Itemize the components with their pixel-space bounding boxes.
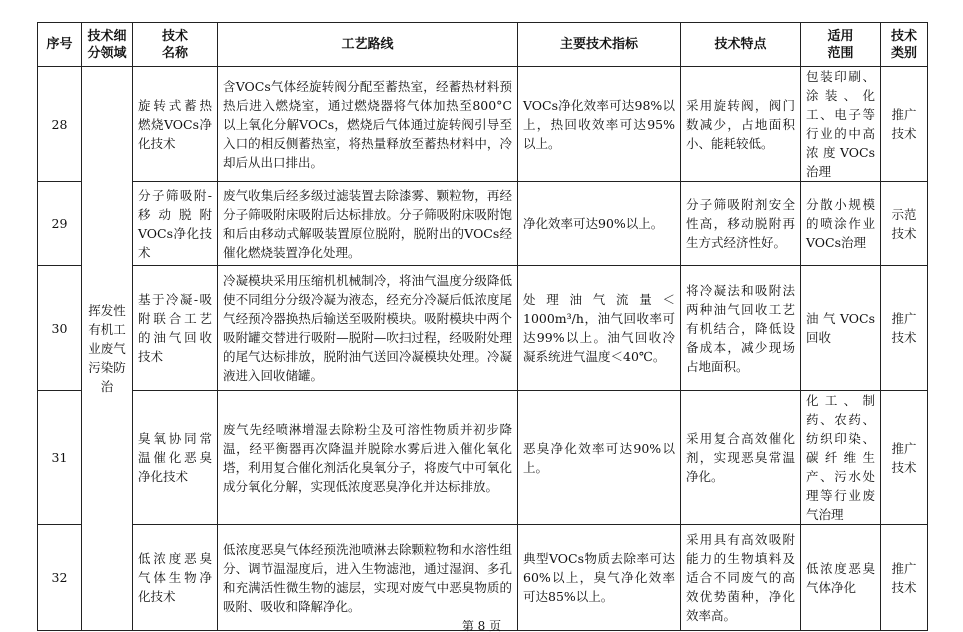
table-row	[38, 182, 928, 266]
technology-table	[37, 22, 928, 631]
row-scope: 包装印刷、涂装、化工、电子等行业的中高浓度VOCs治理	[801, 67, 881, 182]
row-process: 低浓度恶臭气体经预洗池喷淋去除颗粒物和水溶性组分、调节温湿度后，进入生物滤池，通过湿润、多孔和充满活性微生物的滤层，实现对废气中恶臭物质的吸附、吸收和降解净化。	[218, 525, 518, 631]
row-category: 推广技术	[881, 391, 928, 525]
row-name: 臭氧协同常温催化恶臭净化技术	[133, 391, 218, 525]
row-scope: 化工、制药、农药、纺织印染、碳纤维生产、污水处理等行业废气治理	[801, 391, 881, 525]
row-indicators: 恶臭净化效率可达90%以上。	[518, 391, 681, 525]
row-indicators: 典型VOCs物质去除率可达60%以上，臭气净化效率可达85%以上。	[518, 525, 681, 631]
table-row	[38, 67, 928, 182]
row-no: 28	[38, 67, 82, 182]
page-number: 第 8 页	[461, 620, 502, 632]
row-process: 冷凝模块采用压缩机机械制冷，将油气温度分级降低使不同组分分级冷凝为液态，经充分冷凝后低浓度尾气经预冷器换热后输送至吸附模块。吸附模块中两个吸附罐交替进行吸附—脱附—吹扫过程，经吸附处理的尾气达标排放，脱附油气送回冷凝模块处理。冷凝液进入回收储罐。	[218, 266, 518, 391]
table-row	[38, 391, 928, 525]
header-scope-line2: 范围	[827, 45, 854, 61]
header-indicators: 主要技术指标	[518, 23, 681, 67]
header-sub-area-line1: 技术细	[87, 28, 127, 44]
row-process: 含VOCs气体经旋转阀分配至蓄热室，经蓄热材料预热后进入燃烧室，通过燃烧器将气体加热至800°C以上氧化分解VOCs，燃烧后气体通过旋转阀引导至入口的相反侧蓄热室，将热量释放至蓄热材料中，冷却后从出口排出。	[218, 67, 518, 182]
table-row	[38, 525, 928, 631]
row-features: 分子筛吸附剂安全性高，移动脱附再生方式经济性好。	[681, 182, 801, 266]
row-name: 旋转式蓄热燃烧VOCs净化技术	[133, 67, 218, 182]
row-category: 推广技术	[881, 67, 928, 182]
row-scope: 油气VOCs回收	[801, 266, 881, 391]
row-no: 31	[38, 391, 82, 525]
table-row	[38, 266, 928, 391]
row-features: 将冷凝法和吸附法两种油气回收工艺有机结合，降低设备成本，减少现场占地面积。	[681, 266, 801, 391]
header-scope-line1: 适用	[827, 28, 854, 44]
row-name: 分子筛吸附-移动脱附VOCs净化技术	[133, 182, 218, 266]
header-category-line2: 类别	[890, 45, 917, 61]
header-scope	[801, 23, 881, 67]
row-process: 废气先经喷淋增湿去除粉尘及可溶性物质并初步降温，经平衡器再次降温并脱除水雾后进入催化氧化塔，利用复合催化剂活化臭氧分子，将废气中可氧化成分氧化分解，实现低浓度恶臭净化并达标排放。	[218, 391, 518, 525]
row-name: 低浓度恶臭气体生物净化技术	[133, 525, 218, 631]
header-row	[38, 23, 928, 67]
row-indicators: 处理油气流量＜1000m³/h，油气回收率可达99%以上。油气回收冷凝系统进气温度＜40℃。	[518, 266, 681, 391]
row-category: 推广技术	[881, 266, 928, 391]
header-name-line2: 名称	[161, 45, 188, 61]
header-category-line1: 技术	[890, 28, 917, 44]
row-features: 采用具有高效吸附能力的生物填料及适合不同废气的高效优势菌种，净化效率高。	[681, 525, 801, 631]
row-no: 30	[38, 266, 82, 391]
header-features: 技术特点	[681, 23, 801, 67]
header-name-line1: 技术	[161, 28, 188, 44]
row-indicators: VOCs净化效率可达98%以上，热回收效率可达95%以上。	[518, 67, 681, 182]
row-scope: 低浓度恶臭气体净化	[801, 525, 881, 631]
header-no: 序号	[38, 23, 82, 67]
row-name: 基于冷凝-吸附联合工艺的油气回收技术	[133, 266, 218, 391]
row-no: 32	[38, 525, 82, 631]
row-indicators: 净化效率可达90%以上。	[518, 182, 681, 266]
row-category: 推广技术	[881, 525, 928, 631]
header-process: 工艺路线	[218, 23, 518, 67]
header-category	[881, 23, 928, 67]
row-category: 示范技术	[881, 182, 928, 266]
row-process: 废气收集后经多级过滤装置去除漆雾、颗粒物，再经分子筛吸附床吸附后达标排放。分子筛吸附床吸附饱和后由移动式解吸装置原位脱附，脱附出的VOCs经催化燃烧装置净化处理。	[218, 182, 518, 266]
row-scope: 分散小规模的喷涂作业VOCs治理	[801, 182, 881, 266]
row-features: 采用旋转阀，阀门数减少，占地面积小、能耗较低。	[681, 67, 801, 182]
header-name	[133, 23, 218, 67]
row-features: 采用复合高效催化剂，实现恶臭常温净化。	[681, 391, 801, 525]
merged-area-cell: 挥发性有机工业废气污染防治	[82, 67, 133, 631]
header-sub-area	[82, 23, 133, 67]
header-sub-area-line2: 分领域	[87, 45, 127, 61]
row-no: 29	[38, 182, 82, 266]
